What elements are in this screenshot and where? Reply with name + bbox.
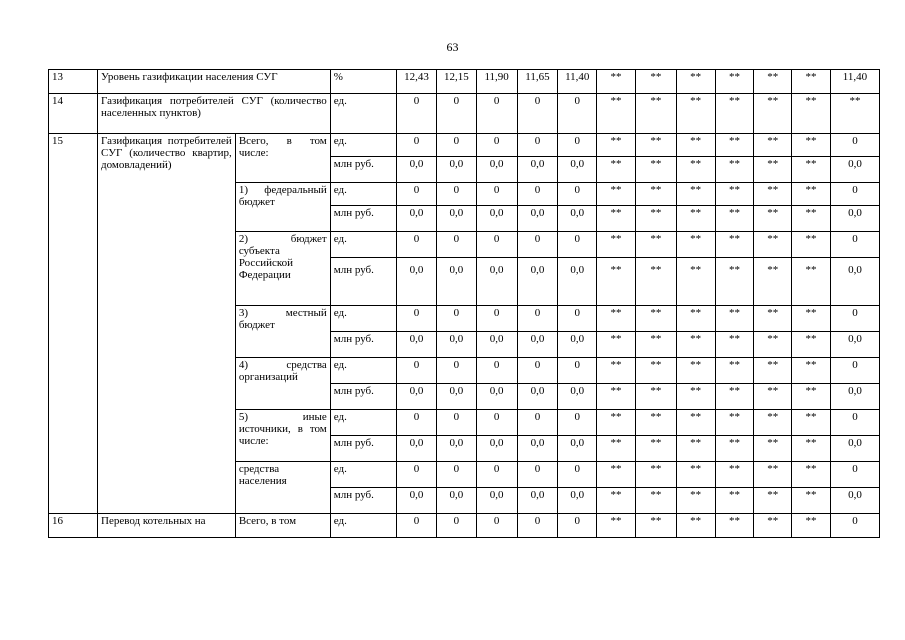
gasification-table — [48, 69, 880, 538]
no-data-cell: ** — [635, 514, 676, 538]
no-data-cell: ** — [792, 94, 831, 134]
value-cell: 0,0 — [436, 258, 476, 306]
no-data-cell: ** — [754, 183, 792, 206]
value-cell: 0 — [476, 514, 517, 538]
value-cell: 0 — [558, 514, 597, 538]
no-data-cell: ** — [635, 488, 676, 514]
value-cell: 11,90 — [476, 70, 517, 94]
value-cell: 0 — [397, 94, 437, 134]
total-cell: 0 — [830, 410, 879, 436]
indicator-name: Уровень газификации населения СУГ — [98, 70, 331, 94]
no-data-cell: ** — [635, 332, 676, 358]
unit-cell: ед. — [330, 358, 396, 384]
table-row — [49, 134, 880, 157]
total-cell: 0,0 — [830, 258, 879, 306]
no-data-cell: ** — [715, 94, 754, 134]
value-cell: 0,0 — [517, 488, 558, 514]
value-cell: 0 — [476, 183, 517, 206]
value-cell: 0,0 — [476, 157, 517, 183]
no-data-cell: ** — [635, 157, 676, 183]
no-data-cell: ** — [754, 488, 792, 514]
value-cell: 0,0 — [436, 436, 476, 462]
no-data-cell: ** — [792, 488, 831, 514]
value-cell: 0 — [476, 410, 517, 436]
no-data-cell: ** — [792, 462, 831, 488]
no-data-cell: ** — [635, 358, 676, 384]
value-cell: 0 — [517, 134, 558, 157]
value-cell: 0 — [397, 358, 437, 384]
value-cell: 0 — [397, 183, 437, 206]
value-cell: 0 — [436, 514, 476, 538]
value-cell: 0 — [476, 462, 517, 488]
no-data-cell: ** — [792, 157, 831, 183]
no-data-cell: ** — [754, 436, 792, 462]
no-data-cell: ** — [792, 384, 831, 410]
no-data-cell: ** — [635, 384, 676, 410]
row-number: 16 — [49, 514, 98, 538]
no-data-cell: ** — [754, 358, 792, 384]
unit-cell: ед. — [330, 94, 396, 134]
no-data-cell: ** — [792, 70, 831, 94]
value-cell: 0,0 — [558, 488, 597, 514]
funding-source-label: Всего, в том числе: — [235, 134, 330, 183]
no-data-cell: ** — [715, 70, 754, 94]
no-data-cell: ** — [715, 206, 754, 232]
value-cell: 0 — [517, 94, 558, 134]
total-cell: 0 — [830, 134, 879, 157]
no-data-cell: ** — [635, 183, 676, 206]
no-data-cell: ** — [676, 70, 715, 94]
no-data-cell: ** — [715, 514, 754, 538]
no-data-cell: ** — [676, 157, 715, 183]
unit-cell: млн руб. — [330, 384, 396, 410]
no-data-cell: ** — [715, 462, 754, 488]
value-cell: 0 — [436, 134, 476, 157]
no-data-cell: ** — [635, 410, 676, 436]
value-cell: 0 — [436, 358, 476, 384]
no-data-cell: ** — [754, 514, 792, 538]
value-cell: 0,0 — [436, 488, 476, 514]
unit-cell: ед. — [330, 134, 396, 157]
total-cell: 0,0 — [830, 488, 879, 514]
total-cell: 0 — [830, 183, 879, 206]
total-cell: 0,0 — [830, 206, 879, 232]
no-data-cell: ** — [715, 232, 754, 258]
indicator-name: Газификация потребителей СУГ (количество квартир, домовладений) — [98, 134, 236, 514]
no-data-cell: ** — [792, 514, 831, 538]
unit-cell: млн руб. — [330, 206, 396, 232]
no-data-cell: ** — [676, 306, 715, 332]
value-cell: 0,0 — [517, 384, 558, 410]
page-number: 63 — [446, 40, 459, 54]
total-cell: 0,0 — [830, 157, 879, 183]
value-cell: 0,0 — [397, 332, 437, 358]
no-data-cell: ** — [635, 94, 676, 134]
value-cell: 0 — [476, 94, 517, 134]
value-cell: 0 — [558, 410, 597, 436]
no-data-cell: ** — [676, 488, 715, 514]
table-row — [49, 514, 880, 538]
value-cell: 12,43 — [397, 70, 437, 94]
no-data-cell: ** — [676, 358, 715, 384]
value-cell: 0 — [517, 410, 558, 436]
value-cell: 0,0 — [558, 384, 597, 410]
no-data-cell: ** — [754, 134, 792, 157]
no-data-cell: ** — [597, 70, 636, 94]
value-cell: 0 — [517, 232, 558, 258]
value-cell: 0 — [476, 232, 517, 258]
no-data-cell: ** — [676, 134, 715, 157]
no-data-cell: ** — [792, 258, 831, 306]
no-data-cell: ** — [635, 462, 676, 488]
unit-cell: ед. — [330, 232, 396, 258]
no-data-cell: ** — [635, 258, 676, 306]
unit-cell: ед. — [330, 514, 396, 538]
no-data-cell: ** — [715, 134, 754, 157]
value-cell: 0 — [558, 232, 597, 258]
no-data-cell: ** — [792, 358, 831, 384]
unit-cell: млн руб. — [330, 488, 396, 514]
value-cell: 0 — [436, 232, 476, 258]
no-data-cell: ** — [792, 410, 831, 436]
value-cell: 11,40 — [558, 70, 597, 94]
no-data-cell: ** — [676, 332, 715, 358]
unit-cell: ед. — [330, 183, 396, 206]
total-cell: 0,0 — [830, 436, 879, 462]
no-data-cell: ** — [754, 232, 792, 258]
value-cell: 0 — [517, 183, 558, 206]
no-data-cell: ** — [676, 206, 715, 232]
no-data-cell: ** — [754, 332, 792, 358]
no-data-cell: ** — [676, 232, 715, 258]
unit-cell: ед. — [330, 462, 396, 488]
no-data-cell: ** — [715, 410, 754, 436]
value-cell: 0 — [517, 514, 558, 538]
total-cell: 0 — [830, 306, 879, 332]
value-cell: 0 — [517, 462, 558, 488]
row-number: 15 — [49, 134, 98, 514]
table-row — [49, 70, 880, 94]
no-data-cell: ** — [676, 514, 715, 538]
value-cell: 0,0 — [397, 488, 437, 514]
value-cell: 0,0 — [397, 157, 437, 183]
no-data-cell: ** — [635, 134, 676, 157]
no-data-cell: ** — [715, 183, 754, 206]
no-data-cell: ** — [597, 332, 636, 358]
no-data-cell: ** — [597, 410, 636, 436]
value-cell: 0,0 — [517, 332, 558, 358]
no-data-cell: ** — [715, 488, 754, 514]
row-number: 14 — [49, 94, 98, 134]
no-data-cell: ** — [754, 94, 792, 134]
no-data-cell: ** — [597, 157, 636, 183]
total-cell: 0 — [830, 232, 879, 258]
value-cell: 0 — [397, 232, 437, 258]
value-cell: 0,0 — [476, 206, 517, 232]
funding-source-label: Всего, в том — [235, 514, 330, 538]
value-cell: 0 — [436, 410, 476, 436]
no-data-cell: ** — [597, 183, 636, 206]
no-data-cell: ** — [792, 306, 831, 332]
no-data-cell: ** — [754, 384, 792, 410]
value-cell: 0,0 — [517, 157, 558, 183]
value-cell: 0,0 — [436, 206, 476, 232]
value-cell: 11,65 — [517, 70, 558, 94]
funding-source-label: 1) федеральный бюджет — [235, 183, 330, 232]
no-data-cell: ** — [715, 306, 754, 332]
indicator-name: Газификация потребителей СУГ (количество населенных пунктов) — [98, 94, 331, 134]
no-data-cell: ** — [676, 94, 715, 134]
value-cell: 0,0 — [436, 332, 476, 358]
value-cell: 0 — [436, 462, 476, 488]
no-data-cell: ** — [597, 232, 636, 258]
value-cell: 0 — [436, 94, 476, 134]
value-cell: 0,0 — [436, 157, 476, 183]
table-row — [49, 94, 880, 134]
total-cell: 0 — [830, 514, 879, 538]
no-data-cell: ** — [676, 384, 715, 410]
no-data-cell: ** — [635, 206, 676, 232]
value-cell: 0,0 — [397, 206, 437, 232]
no-data-cell: ** — [676, 462, 715, 488]
value-cell: 0 — [558, 134, 597, 157]
value-cell: 0,0 — [517, 206, 558, 232]
value-cell: 0,0 — [558, 206, 597, 232]
value-cell: 0 — [397, 306, 437, 332]
unit-cell: млн руб. — [330, 157, 396, 183]
no-data-cell: ** — [792, 134, 831, 157]
value-cell: 0 — [558, 94, 597, 134]
total-cell: 0 — [830, 462, 879, 488]
no-data-cell: ** — [597, 488, 636, 514]
no-data-cell: ** — [597, 134, 636, 157]
unit-cell: млн руб. — [330, 332, 396, 358]
no-data-cell: ** — [597, 306, 636, 332]
value-cell: 0,0 — [397, 436, 437, 462]
value-cell: 12,15 — [436, 70, 476, 94]
value-cell: 0 — [476, 134, 517, 157]
total-cell: 0 — [830, 358, 879, 384]
value-cell: 0,0 — [517, 258, 558, 306]
no-data-cell: ** — [754, 410, 792, 436]
no-data-cell: ** — [597, 258, 636, 306]
value-cell: 0,0 — [558, 436, 597, 462]
value-cell: 0 — [397, 462, 437, 488]
value-cell: 0 — [397, 514, 437, 538]
unit-cell: млн руб. — [330, 436, 396, 462]
no-data-cell: ** — [715, 258, 754, 306]
no-data-cell: ** — [597, 358, 636, 384]
no-data-cell: ** — [597, 462, 636, 488]
value-cell: 0,0 — [476, 488, 517, 514]
no-data-cell: ** — [715, 384, 754, 410]
value-cell: 0,0 — [476, 332, 517, 358]
value-cell: 0,0 — [476, 258, 517, 306]
no-data-cell: ** — [715, 436, 754, 462]
no-data-cell: ** — [597, 94, 636, 134]
value-cell: 0 — [558, 358, 597, 384]
value-cell: 0,0 — [558, 258, 597, 306]
row-number: 13 — [49, 70, 98, 94]
value-cell: 0 — [436, 306, 476, 332]
no-data-cell: ** — [635, 436, 676, 462]
value-cell: 0 — [558, 306, 597, 332]
funding-source-label: 3) местный бюджет — [235, 306, 330, 358]
no-data-cell: ** — [597, 436, 636, 462]
value-cell: 0,0 — [436, 384, 476, 410]
no-data-cell: ** — [792, 332, 831, 358]
no-data-cell: ** — [754, 462, 792, 488]
no-data-cell: ** — [792, 206, 831, 232]
indicator-name: Перевод котельных на — [98, 514, 236, 538]
value-cell: 0 — [397, 134, 437, 157]
no-data-cell: ** — [754, 306, 792, 332]
no-data-cell: ** — [676, 410, 715, 436]
no-data-cell: ** — [715, 332, 754, 358]
no-data-cell: ** — [715, 358, 754, 384]
no-data-cell: ** — [597, 384, 636, 410]
no-data-cell: ** — [715, 157, 754, 183]
total-cell: 11,40 — [830, 70, 879, 94]
unit-cell: ед. — [330, 410, 396, 436]
value-cell: 0 — [476, 306, 517, 332]
no-data-cell: ** — [597, 514, 636, 538]
funding-source-label: 4) средства организаций — [235, 358, 330, 410]
no-data-cell: ** — [792, 232, 831, 258]
no-data-cell: ** — [635, 232, 676, 258]
value-cell: 0,0 — [558, 332, 597, 358]
no-data-cell: ** — [792, 436, 831, 462]
value-cell: 0 — [476, 358, 517, 384]
value-cell: 0 — [517, 358, 558, 384]
no-data-cell: ** — [635, 306, 676, 332]
value-cell: 0 — [558, 183, 597, 206]
no-data-cell: ** — [754, 157, 792, 183]
value-cell: 0 — [436, 183, 476, 206]
value-cell: 0 — [397, 410, 437, 436]
no-data-cell: ** — [754, 70, 792, 94]
total-cell: 0,0 — [830, 332, 879, 358]
funding-source-label: 2) бюджет субъекта Российской Федерации — [235, 232, 330, 306]
value-cell: 0 — [558, 462, 597, 488]
no-data-cell: ** — [792, 183, 831, 206]
no-data-cell: ** — [597, 206, 636, 232]
total-cell: 0,0 — [830, 384, 879, 410]
no-data-cell: ** — [676, 258, 715, 306]
value-cell: 0 — [517, 306, 558, 332]
unit-cell: ед. — [330, 306, 396, 332]
no-data-cell: ** — [676, 183, 715, 206]
value-cell: 0,0 — [517, 436, 558, 462]
value-cell: 0,0 — [397, 258, 437, 306]
funding-source-label: 5) иные источники, в том числе: — [235, 410, 330, 462]
value-cell: 0,0 — [476, 436, 517, 462]
value-cell: 0,0 — [397, 384, 437, 410]
no-data-cell: ** — [754, 258, 792, 306]
no-data-cell: ** — [830, 94, 879, 134]
funding-source-label: средства населения — [235, 462, 330, 514]
value-cell: 0,0 — [476, 384, 517, 410]
unit-cell: млн руб. — [330, 258, 396, 306]
unit-cell: % — [330, 70, 396, 94]
no-data-cell: ** — [676, 436, 715, 462]
no-data-cell: ** — [754, 206, 792, 232]
value-cell: 0,0 — [558, 157, 597, 183]
no-data-cell: ** — [635, 70, 676, 94]
